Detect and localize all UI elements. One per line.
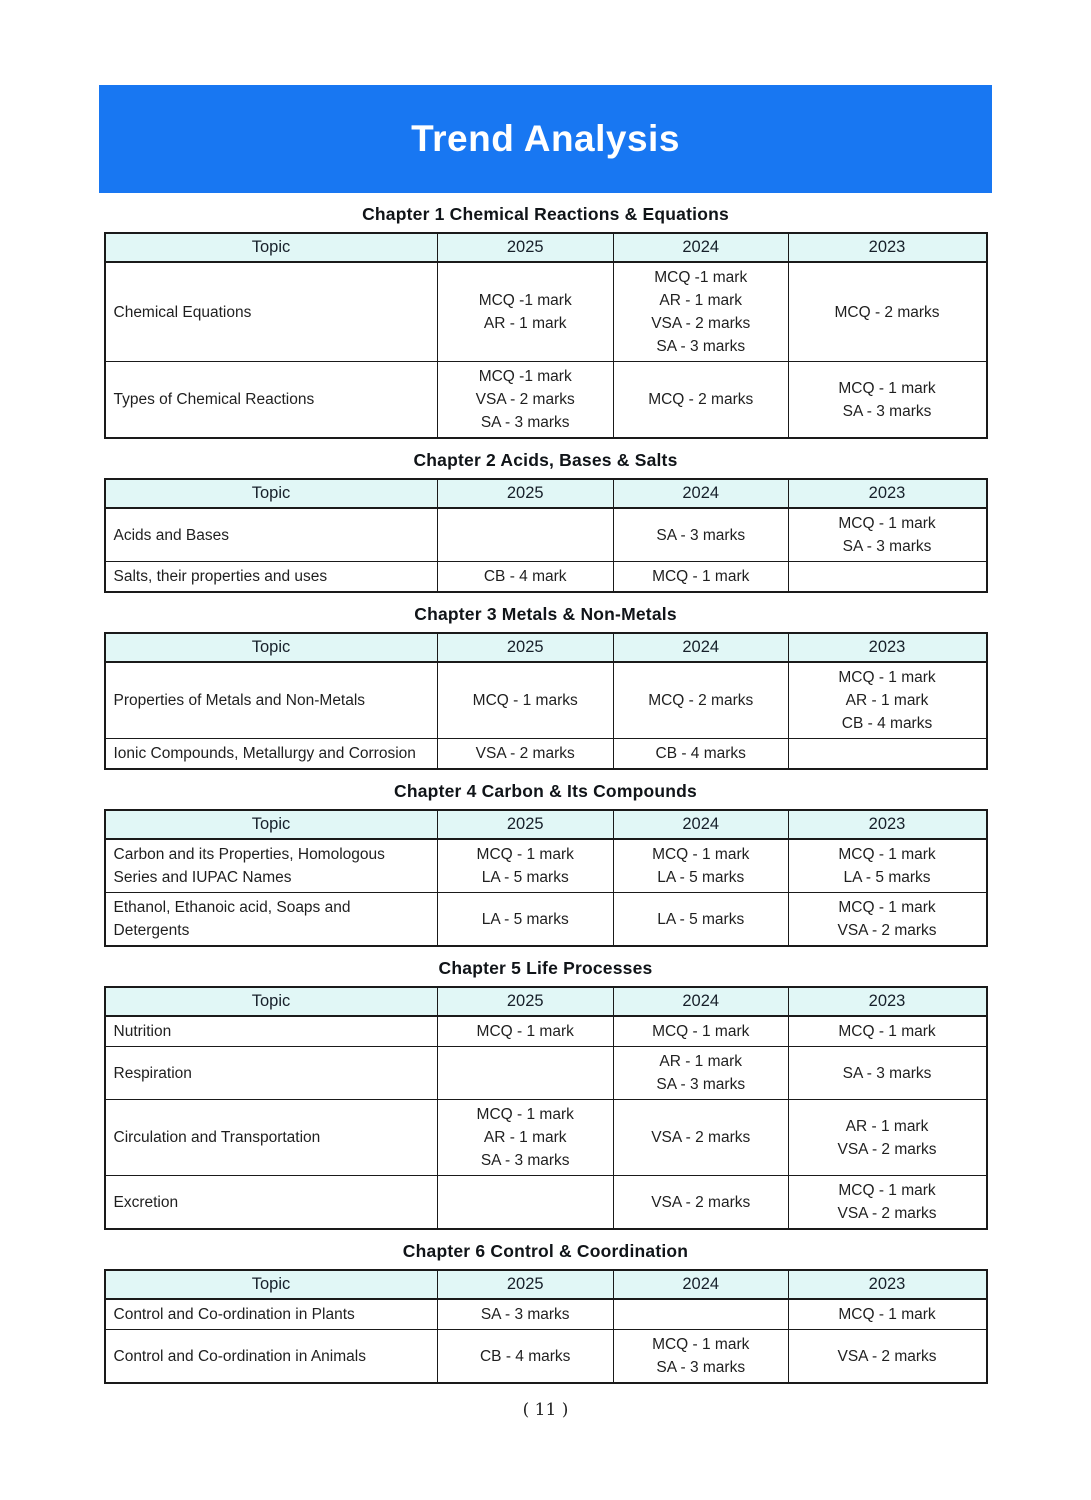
table-row	[105, 839, 987, 893]
topic-cell: Excretion	[105, 1176, 438, 1230]
marks-cell	[613, 739, 788, 770]
table-header	[105, 1270, 987, 1299]
chapter-section	[104, 1241, 988, 1384]
marks-line: SA - 3 marks	[480, 1306, 570, 1323]
topic-cell: Ethanol, Ethanoic acid, Soaps and Detergents	[105, 893, 438, 947]
trend-table	[104, 232, 988, 439]
marks-cell	[788, 739, 986, 770]
marks-line: VSA - 2 marks	[475, 391, 575, 408]
marks-line: CB - 4 marks	[655, 745, 746, 762]
marks-cell	[788, 562, 986, 593]
column-header: 2023	[788, 479, 986, 508]
marks-line: MCQ - 1 mark	[838, 899, 936, 916]
chapter-heading: Chapter 4 Carbon & Its Compounds	[394, 781, 697, 801]
table-row	[105, 262, 987, 362]
column-header: 2024	[613, 1270, 788, 1299]
table-header	[105, 987, 987, 1016]
marks-cell	[437, 1016, 613, 1047]
marks-line: MCQ - 1 mark	[652, 1023, 750, 1040]
chapter-section	[104, 958, 988, 1230]
topic-cell: Properties of Metals and Non-Metals	[105, 662, 438, 739]
marks-line: VSA - 2 marks	[837, 1347, 937, 1365]
marks-cell	[437, 1100, 613, 1176]
trend-table	[104, 809, 988, 947]
marks-line: MCQ - 2 marks	[648, 391, 754, 408]
marks-line: MCQ - 1 mark	[476, 1023, 574, 1040]
column-header: 2024	[613, 479, 788, 508]
marks-cell	[437, 839, 613, 893]
marks-cell	[437, 1330, 613, 1384]
table-row	[105, 562, 987, 593]
chapter-section	[104, 781, 988, 947]
column-header: Topic	[105, 479, 438, 508]
marks-cell	[788, 1016, 986, 1047]
header-row	[105, 1270, 987, 1299]
marks-line: LA - 5 marks	[481, 910, 569, 928]
marks-line: MCQ - 1 mark	[838, 379, 936, 397]
header-row	[105, 633, 987, 662]
marks-cell	[613, 1176, 788, 1230]
page-number: ( 11 )	[522, 1400, 569, 1420]
topic-cell: Acids and Bases	[105, 508, 438, 562]
topic-cell: Carbon and its Properties, Homologous Series and IUPAC Names	[105, 839, 438, 893]
marks-cell	[788, 1047, 986, 1100]
table-row	[105, 1100, 987, 1176]
column-header: 2024	[613, 233, 788, 262]
marks-cell	[613, 562, 788, 593]
marks-line: SA - 3 marks	[480, 414, 570, 431]
marks-line: LA - 5 marks	[657, 910, 745, 928]
marks-cell	[613, 1330, 788, 1384]
marks-line: VSA - 2 marks	[837, 922, 937, 939]
column-header: Topic	[105, 987, 438, 1016]
trend-table	[104, 986, 988, 1230]
marks-line: MCQ -1 mark	[654, 269, 748, 286]
chapter-heading: Chapter 6 Control & Coordination	[402, 1241, 689, 1261]
marks-line: SA - 3 marks	[656, 1359, 746, 1376]
table-header	[105, 479, 987, 508]
marks-line: MCQ - 1 mark	[838, 1023, 936, 1040]
trend-table	[104, 632, 988, 770]
topic-cell: Types of Chemical Reactions	[105, 362, 438, 439]
marks-cell	[613, 893, 788, 947]
column-header: 2025	[437, 1270, 613, 1299]
marks-cell	[613, 362, 788, 439]
table-row	[105, 1047, 987, 1100]
marks-line: AR - 1 mark	[659, 1053, 743, 1070]
column-header: 2023	[788, 233, 986, 262]
marks-line: MCQ - 1 marks	[472, 692, 578, 709]
topic-cell: Ionic Compounds, Metallurgy and Corrosion	[105, 739, 438, 770]
marks-cell	[788, 1100, 986, 1176]
marks-cell	[788, 508, 986, 562]
chapter-section	[104, 204, 988, 439]
marks-line: SA - 3 marks	[842, 538, 932, 555]
topic-cell: Salts, their properties and uses	[105, 562, 438, 593]
table-row	[105, 362, 987, 439]
marks-line: VSA - 2 marks	[837, 1140, 937, 1158]
topic-cell: Circulation and Transportation	[105, 1100, 438, 1176]
column-header: Topic	[105, 1270, 438, 1299]
marks-line: VSA - 2 marks	[651, 1193, 751, 1211]
trend-table	[104, 1269, 988, 1384]
table-row	[105, 662, 987, 739]
column-header: 2025	[437, 479, 613, 508]
column-header: 2025	[437, 987, 613, 1016]
table-header	[105, 810, 987, 839]
header-row	[105, 233, 987, 262]
marks-line: CB - 4 marks	[479, 1347, 571, 1365]
marks-cell	[788, 1299, 986, 1330]
marks-line: MCQ - 1 mark	[476, 846, 574, 863]
marks-line: MCQ - 1 mark	[652, 568, 750, 585]
marks-line: MCQ - 1 mark	[476, 1106, 574, 1123]
marks-cell	[437, 1047, 613, 1100]
marks-line: SA - 3 marks	[656, 1076, 746, 1093]
marks-cell	[437, 362, 613, 439]
marks-line: VSA - 2 marks	[651, 315, 751, 332]
topic-cell: Chemical Equations	[105, 262, 438, 362]
marks-line: VSA - 2 marks	[651, 1129, 751, 1146]
marks-line: MCQ - 1 mark	[838, 515, 936, 532]
topic-cell: Respiration	[105, 1047, 438, 1100]
column-header: 2024	[613, 633, 788, 662]
marks-line: AR - 1 mark	[845, 1117, 929, 1135]
column-header: 2025	[437, 633, 613, 662]
marks-line: MCQ - 1 mark	[652, 846, 750, 863]
marks-line: VSA - 2 marks	[837, 1205, 937, 1222]
column-header: 2023	[788, 633, 986, 662]
table-row	[105, 1299, 987, 1330]
column-header: 2025	[437, 810, 613, 839]
marks-line: MCQ - 1 mark	[838, 846, 936, 863]
table-header	[105, 633, 987, 662]
table-row	[105, 1176, 987, 1230]
marks-cell	[613, 508, 788, 562]
table-row	[105, 893, 987, 947]
chapter-heading: Chapter 5 Life Processes	[438, 958, 653, 978]
marks-cell	[437, 508, 613, 562]
marks-cell	[613, 262, 788, 362]
chapter-heading: Chapter 3 Metals & Non-Metals	[414, 604, 677, 624]
marks-line: SA - 3 marks	[842, 402, 932, 420]
marks-line: SA - 3 marks	[842, 1064, 932, 1082]
marks-cell	[437, 262, 613, 362]
marks-line: MCQ - 1 mark	[838, 1306, 936, 1323]
table-row	[105, 1330, 987, 1384]
marks-line: SA - 3 marks	[656, 338, 746, 355]
marks-cell	[437, 893, 613, 947]
table-row	[105, 739, 987, 770]
marks-cell	[613, 1299, 788, 1330]
marks-line: MCQ - 1 mark	[652, 1336, 750, 1353]
marks-line: LA - 5 marks	[481, 869, 569, 886]
column-header: Topic	[105, 233, 438, 262]
marks-line: VSA - 2 marks	[475, 745, 575, 762]
marks-cell	[437, 1176, 613, 1230]
marks-line: MCQ - 1 mark	[838, 669, 936, 686]
marks-line: AR - 1 mark	[483, 1129, 567, 1146]
marks-line: AR - 1 mark	[845, 692, 929, 709]
table-row	[105, 508, 987, 562]
column-header: 2025	[437, 233, 613, 262]
chapter-section	[104, 604, 988, 770]
marks-line: AR - 1 mark	[659, 292, 743, 309]
marks-cell	[788, 662, 986, 739]
marks-cell	[437, 562, 613, 593]
header-row	[105, 987, 987, 1016]
marks-line: CB - 4 mark	[483, 568, 567, 585]
chapters	[104, 204, 988, 1384]
marks-line: LA - 5 marks	[843, 869, 931, 886]
chapter-heading: Chapter 1 Chemical Reactions & Equations	[362, 204, 729, 224]
marks-cell	[437, 739, 613, 770]
marks-cell	[613, 662, 788, 739]
column-header: 2023	[788, 987, 986, 1016]
marks-cell	[437, 662, 613, 739]
marks-cell	[788, 262, 986, 362]
header-row	[105, 810, 987, 839]
topic-cell: Control and Co-ordination in Animals	[105, 1330, 438, 1384]
column-header: 2024	[613, 987, 788, 1016]
marks-cell	[613, 1047, 788, 1100]
marks-line: SA - 3 marks	[656, 526, 746, 544]
marks-cell	[613, 1016, 788, 1047]
trend-table	[104, 478, 988, 593]
table-row	[105, 1016, 987, 1047]
table-header	[105, 233, 987, 262]
column-header: Topic	[105, 810, 438, 839]
marks-line: MCQ -1 mark	[478, 292, 572, 309]
marks-cell	[437, 1299, 613, 1330]
marks-line: LA - 5 marks	[657, 869, 745, 886]
page-title: Trend Analysis	[411, 118, 680, 159]
marks-cell	[788, 1330, 986, 1384]
topic-cell: Nutrition	[105, 1016, 438, 1047]
chapter-section	[104, 450, 988, 593]
marks-cell	[613, 1100, 788, 1176]
marks-line: MCQ - 2 marks	[648, 692, 754, 709]
column-header: 2023	[788, 810, 986, 839]
marks-line: MCQ -1 mark	[478, 368, 572, 385]
marks-line: SA - 3 marks	[480, 1152, 570, 1169]
header-row	[105, 479, 987, 508]
marks-cell	[788, 839, 986, 893]
topic-cell: Control and Co-ordination in Plants	[105, 1299, 438, 1330]
marks-cell	[613, 839, 788, 893]
column-header: Topic	[105, 633, 438, 662]
chapter-heading: Chapter 2 Acids, Bases & Salts	[413, 450, 678, 470]
marks-cell	[788, 893, 986, 947]
column-header: 2023	[788, 1270, 986, 1299]
column-header: 2024	[613, 810, 788, 839]
marks-line: MCQ - 2 marks	[834, 303, 940, 321]
marks-line: AR - 1 mark	[483, 315, 567, 332]
marks-line: CB - 4 marks	[841, 715, 933, 732]
marks-cell	[788, 362, 986, 439]
title-banner	[99, 85, 992, 193]
marks-line: MCQ - 1 mark	[838, 1182, 936, 1199]
marks-cell	[788, 1176, 986, 1230]
